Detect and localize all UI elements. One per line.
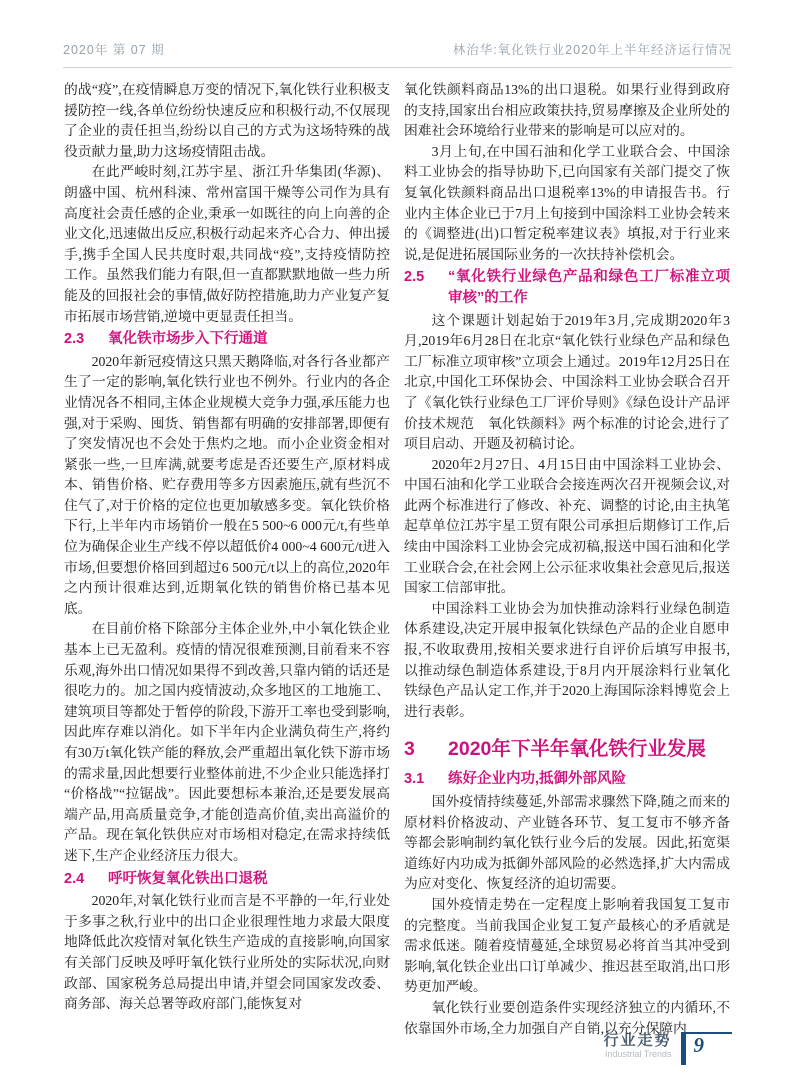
paragraph: 氧化铁行业要创造条件实现经济独立的内循环,不依靠国外市场,全力加强自产自销,以充分保障内 — [404, 999, 730, 1036]
page-footer — [603, 1032, 732, 1065]
section-number: 2.3 — [64, 331, 85, 348]
section-title: “氧化铁行业绿色产品和绿色工厂标准立项审核”的工作 — [448, 269, 730, 306]
paragraph: 中国涂料工业协会为加快推动涂料行业绿色制造体系建设,决定开展申报氧化铁绿色产品的企业自愿申报,不收取费用,按相关要求进行自评价后填写申报书,以推动绿色制造体系建设,于8月内开展涂料行业氧化铁绿色产品认定工作,并于2020上海国际涂料博览会上进行表彰。 — [404, 600, 730, 719]
section-title: 练好企业内功,抵御外部风险 — [448, 771, 627, 788]
paragraph-continuation: 的战“疫”,在疫情瞬息万变的情况下,氧化铁行业积极支援防控一线,各单位纷纷快速反应和积极行动,不仅展现了企业的责任担当,纷纷以自己的方式为这场特殊的战役贡献力量,助力这场疫情阻击战。 — [64, 82, 390, 159]
page-header — [63, 40, 732, 68]
paragraph: 在此严峻时刻,江苏宇星、浙江升华集团(华源)、朗盛中国、杭州科涑、常州富国干燥等公司作为具有高度社会责任感的企业,秉承一如既往的向上向善的企业文化,迅速做出反应,积极行动起来齐心合力、伸出援手,携手全国人民共度时艰,共同战“疫”,支持疫情防控工作。虽然我们能力有限,但一直都默默地做一些力所能及的回报社会的事情,做好防控措施,助力产业复产复市拓展市场营销,逆境中更显责任担当。 — [64, 164, 390, 324]
paragraph: 这个课题计划起始于2019年3月,完成期2020年3月,2019年6月28日在北京“氧化铁行业绿色产品和绿色工厂标准立项审核”立项会上通过。2019年12月25日在北京,中国化工环保协会、中国涂料工业协会联合召开了《氧化铁行业绿色工厂评价导则》《绿色设计产品评价技术规范 氧化铁颜料》两个标准的讨论会,进行了项目启动、开题及初稿讨论。 — [404, 312, 730, 452]
section-heading-2-3 — [64, 329, 390, 350]
footer-section-en: Industrial Trends — [604, 1049, 672, 1059]
paragraph: 国外疫情走势在一定程度上影响着我国复工复市的完整度。当前我国企业复工复产最核心的矛盾就是需求低迷。随着疫情蔓延,全球贸易必将首当其冲受到影响,氧化铁企业出口订单减少、推迟甚至取消,出口形势更加严峻。 — [404, 896, 730, 995]
section-heading-3-1 — [404, 769, 730, 790]
chapter-number: 3 — [404, 738, 415, 761]
section-title: 氧化铁市场步入下行通道 — [108, 331, 268, 348]
paragraph: 在目前价格下除部分主体企业外,中小氧化铁企业基本上已无盈利。疫情的情况很难预测,目前看来不容乐观,海外出口情况如果得不到改善,只靠内销的话还是很吃力的。加之国内疫情波动,众多地区的工地施工、建筑项目等都处于暂停的阶段,下游开工率也受到影响,因此库存难以消化。如下半年内企业满负荷生产,将约有30万t氧化铁产能的释放,会严重超出氧化铁下游市场的需求量,因此想要行业整体前进,不少企业只能选择打“价格战”“拉锯战”。因此要想标本兼治,还是要发展高端产品,用高质量竞争,才能创造高价值,卖出高溢价的产品。现在氧化铁供应对市场相对稳定,在需求持续低迷下,生产企业经济压力很大。 — [64, 621, 390, 863]
section-heading-2-4 — [64, 869, 390, 890]
section-number: 3.1 — [404, 771, 425, 788]
article-body — [64, 80, 730, 1039]
page-number-box — [681, 1032, 733, 1065]
paragraph: 3月上旬,在中国石油和化学工业联合会、中国涂料工业协会的指导协助下,已向国家有关部门提交了恢复氧化铁颜料商品出口退税率13%的申请报告书。行业内主体企业已于7月上旬接到中国涂料工业协会转来的《调整进(出)口暂定税率建议表》填报,对于行业来说,是促进拓展国际业务的一次扶持补偿机会。 — [404, 143, 730, 262]
page-number: 9 — [693, 1033, 704, 1057]
issue-label: 2020年 第 07 期 — [63, 43, 165, 57]
paragraph: 国外疫情持续蔓延,外部需求骤然下降,随之而来的原材料价格波动、产业链各环节、复工复市不够齐备等都会影响制约氧化铁行业今后的发展。因此,拓宽渠道练好内功成为抵御外部风险的必然选择,扩大内需成为应对变化、恢复经济的迫切需要。 — [404, 794, 730, 892]
paragraph-continuation: 氧化铁颜料商品13%的出口退税。如果行业得到政府的支持,国家出台相应政策扶持,贸易摩擦及企业所处的困难社会环境给行业带来的影响是可以应对的。 — [404, 82, 730, 139]
section-heading-2-5 — [404, 267, 730, 308]
section-title: 呼吁恢复氧化铁出口退税 — [108, 870, 268, 887]
footer-section-cn: 行业走势 — [603, 1032, 672, 1049]
chapter-title: 2020年下半年氧化铁行业发展 — [448, 738, 706, 761]
paragraph: 2020年,对氧化铁行业而言是不平静的一年,行业处于多事之秋,行业中的出口企业很理性地力求最大限度地降低此次疫情对氧化铁生产造成的直接影响,向国家有关部门反映及呼吁氧化铁行业所处的实际状况,向财政部、国家税务总局提出申请,并望会同国家发改委、商务部、海关总署等政府部门,能恢复对 — [64, 893, 390, 1012]
chapter-heading-3 — [404, 736, 730, 762]
running-title: 林治华:氧化铁行业2020年上半年经济运行情况 — [452, 43, 732, 57]
paragraph: 2020年新冠疫情这只黑天鹅降临,对各行各业都产生了一定的影响,氧化铁行业也不例外。行业内的各企业情况各不相同,主体企业规模大竞争力强,承压能力也强,对于采购、囤货、销售都有明确的安排部署,即便有了突发情况也不会处于焦灼之地。而小企业资金相对紧张一些,一旦库满,就要考虑是否还要生产,原材料成本、销售价格、贮存费用等多方因素施压,就有些沉不住气了,对于价格的定位也更加敏感多变。氧化铁价格下行,上半年内市场销价一般在5 500~6 000元/t,有些单位为确保企业生产线不停以超低价4 000~4 600元/t进入市场,但要想价格回到超过6 500元/t以上的高位,2020年之内预计很难达到,近期氧化铁的销售价格已基本见底。 — [64, 353, 390, 616]
section-number: 2.5 — [404, 269, 425, 286]
paragraph: 2020年2月27日、4月15日由中国涂料工业协会、中国石油和化学工业联合会接连两次召开视频会议,对此两个标准进行了修改、补充、调整的讨论,由主执笔起草单位江苏宇星工贸有限公司承担后期修订工作,后续由中国涂料工业协会完成初稿,报送中国石油和化学工业联合会,在社会网上公示征求收集社会意见后,报送国家工信部审批。 — [404, 456, 730, 596]
right-column — [404, 80, 730, 1039]
left-column — [64, 80, 390, 1039]
section-number: 2.4 — [64, 870, 85, 887]
footer-section-label — [603, 1032, 671, 1060]
